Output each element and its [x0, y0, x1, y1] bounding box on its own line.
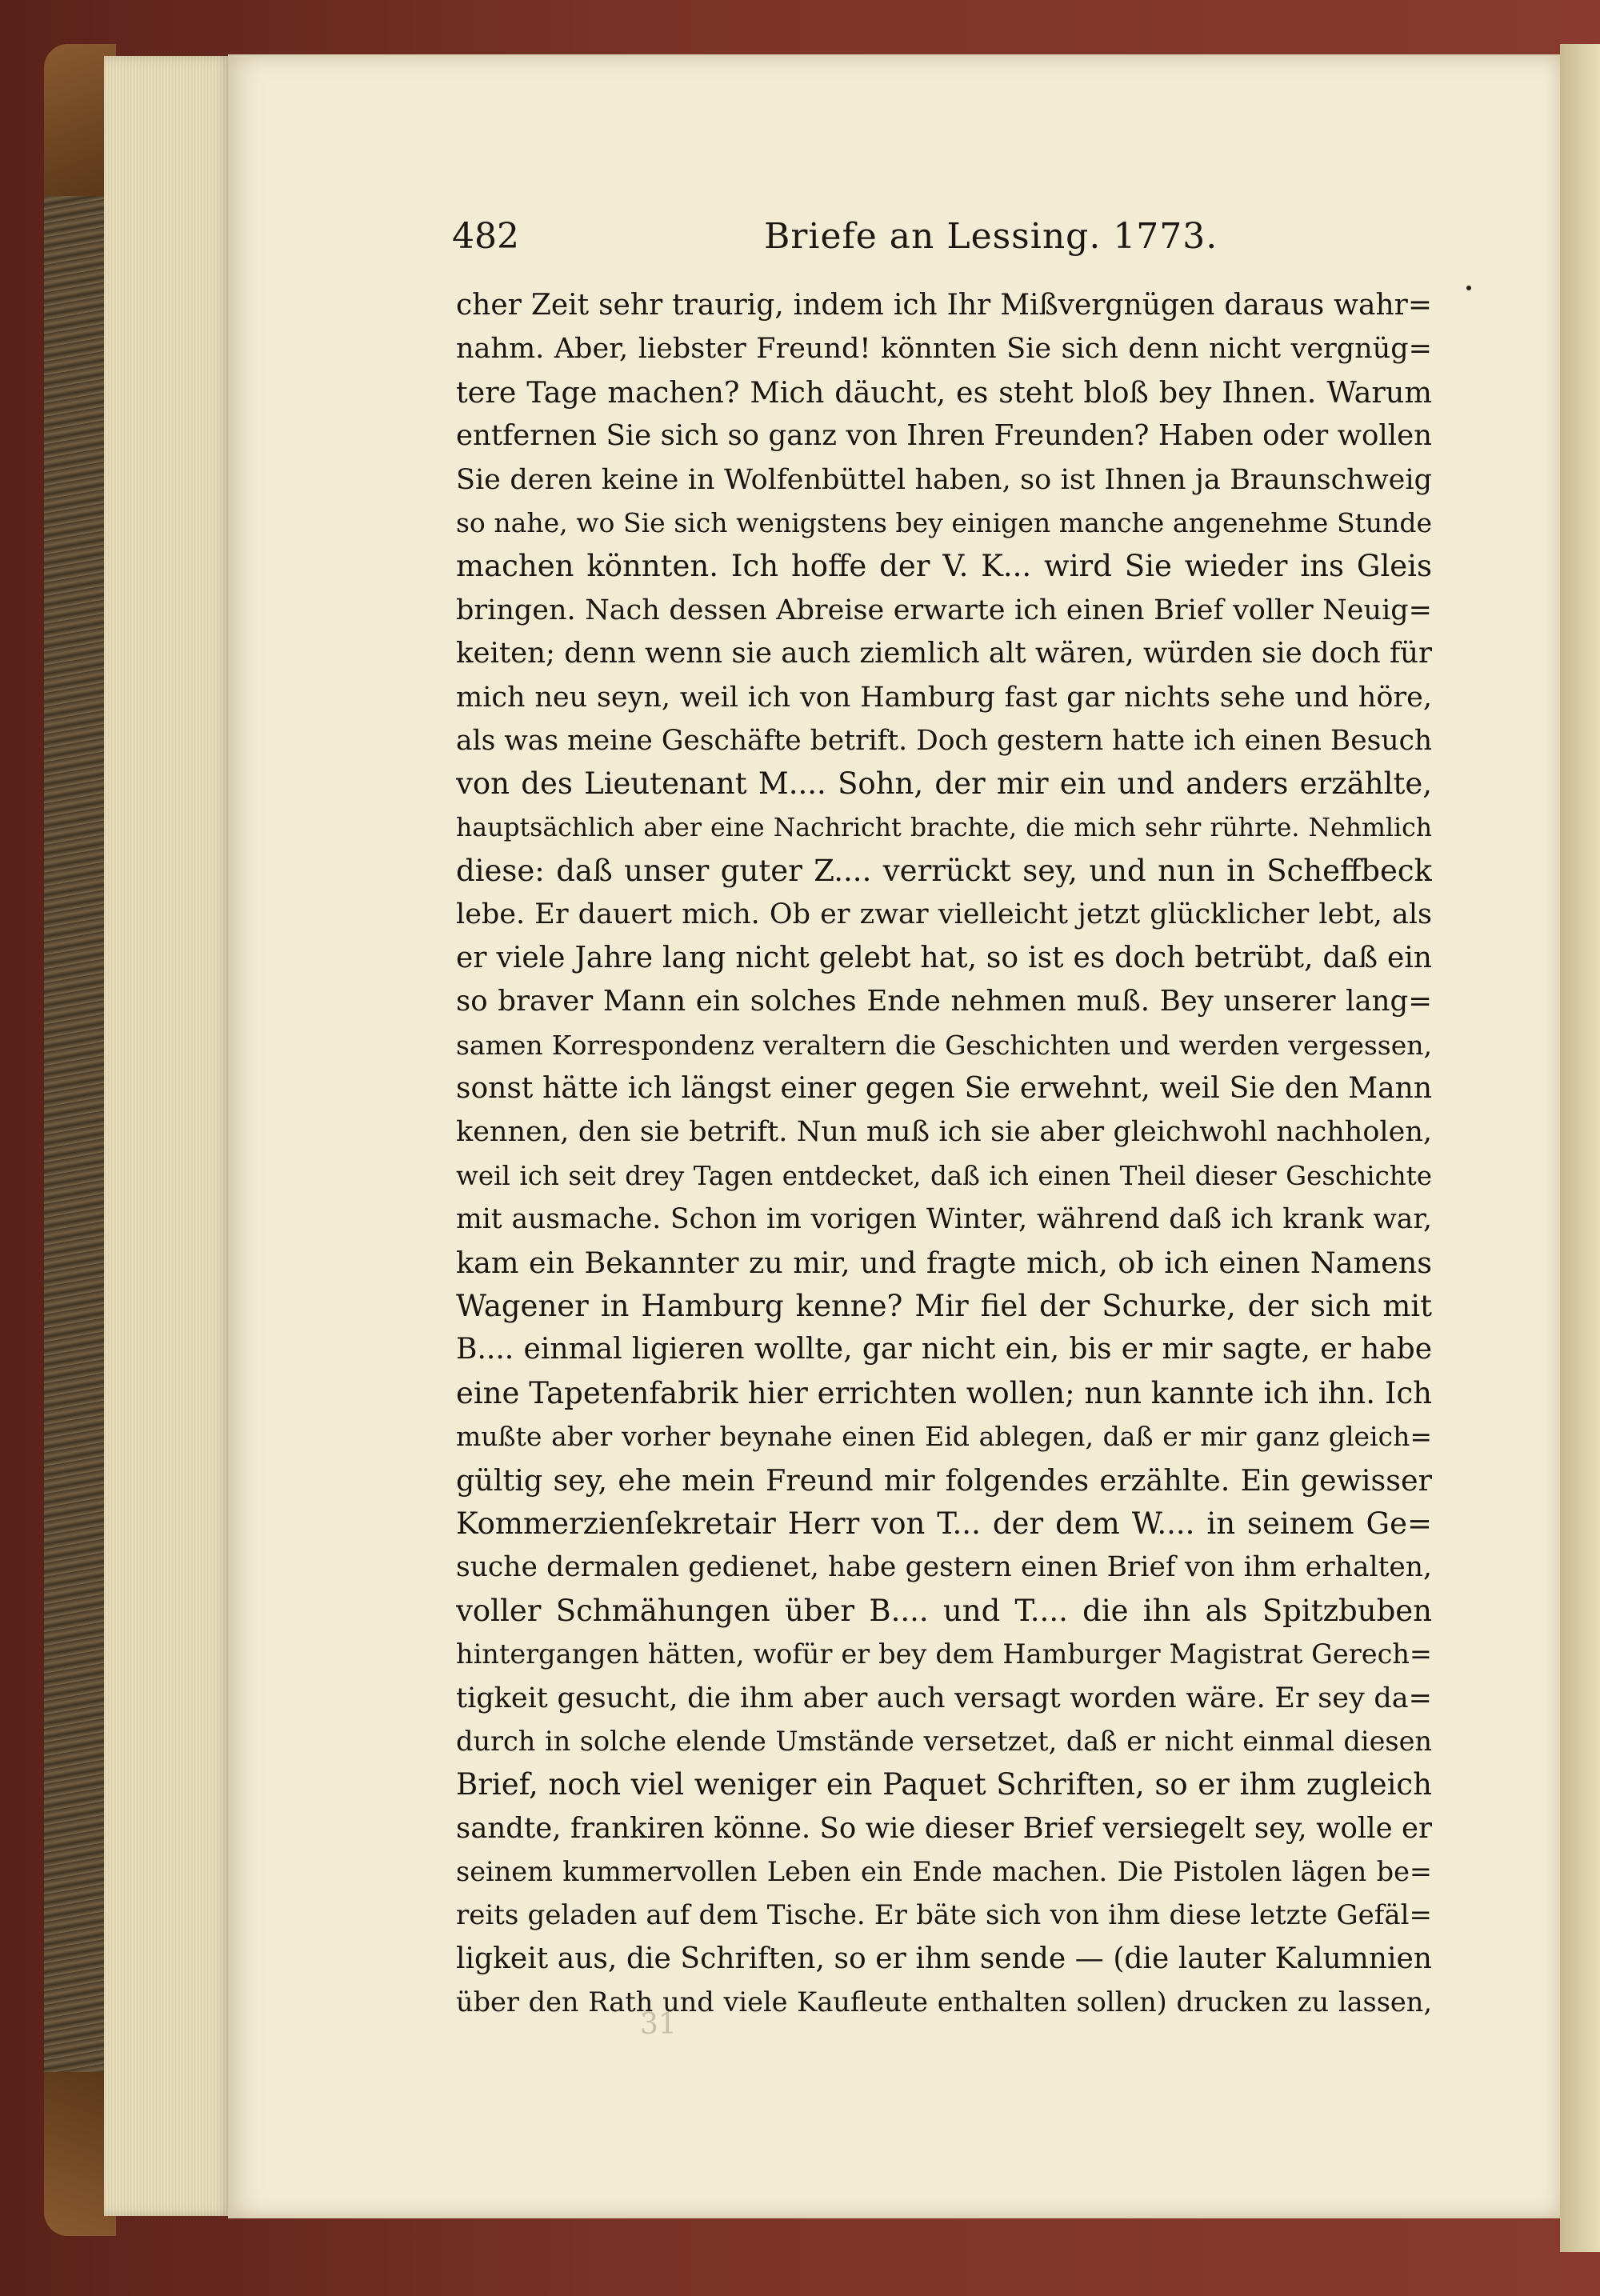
text-line: entfernen Sie sich so ganz von Ihren Freunden? Haben oder wollen: [456, 419, 1432, 453]
page-edges: [104, 56, 232, 2216]
text-line: Wagener in Hamburg kenne? Mir fiel der Schurke, der sich mit: [456, 1288, 1432, 1323]
text-line: nahm. Aber, liebster Freund! könnten Sie sich denn nicht vergnüg=: [456, 333, 1432, 366]
ink-speck: [1466, 286, 1471, 290]
text-line: mich neu seyn, weil ich von Hamburg fast gar nichts sehe und höre,: [456, 681, 1432, 714]
marbled-edge: [44, 44, 108, 2236]
text-line: gültig sey, ehe mein Freund mir folgendes erzählte. Ein gewisser: [456, 1462, 1432, 1498]
text-line: weil ich seit drey Tagen entdecket, daß ich einen Theil dieser Geschichte: [456, 1160, 1432, 1191]
text-line: so braver Mann ein solches Ende nehmen muß. Bey unserer lang=: [456, 985, 1432, 1018]
text-line: durch in solche elende Umstände versetzet, daß er nicht einmal diesen: [456, 1725, 1432, 1757]
text-line: sonst hätte ich längst einer gegen Sie erwehnt, weil Sie den Mann: [456, 1072, 1432, 1106]
text-line: von des Lieutenant M.... Sohn, der mir ein und anders erzählte,: [456, 766, 1432, 802]
text-line: samen Korrespondenz veraltern die Geschichten und werden vergessen,: [456, 1029, 1432, 1061]
text-line: reits geladen auf dem Tische. Er bäte sich von ihm diese letzte Gefäl=: [456, 1899, 1432, 1932]
body-text: [456, 284, 1432, 2025]
text-line: hintergangen hätten, wofür er bey dem Hamburger Magistrat Gerech=: [456, 1638, 1432, 1670]
text-line: tere Tage machen? Mich däucht, es steht bloß bey Ihnen. Warum: [456, 374, 1432, 410]
text-line: bringen. Nach dessen Abreise erwarte ich einen Brief voller Neuig=: [456, 594, 1432, 626]
facing-page-edge: [1560, 44, 1600, 2252]
text-line: so nahe, wo Sie sich wenigstens bey einigen manche angenehme Stunde: [456, 506, 1432, 538]
signature-mark: 31: [640, 2008, 677, 2041]
text-line: Sie deren keine in Wolfenbüttel haben, so ist Ihnen ja Braunschweig: [456, 463, 1432, 496]
text-line: mußte aber vorher beynahe einen Eid ablegen, daß er mir ganz gleich=: [456, 1421, 1432, 1453]
text-line: machen könnten. Ich hoffe der V. K... wird Sie wieder ins Gleis: [456, 549, 1432, 584]
text-line: mit ausmache. Schon im vorigen Winter, während daß ich krank war,: [456, 1203, 1432, 1236]
text-line: kennen, den sie betrift. Nun muß ich sie aber gleichwohl nachholen,: [456, 1116, 1432, 1149]
text-line: Kommerzienſekretair Herr von T... der dem W.... in seinem Ge=: [456, 1506, 1432, 1541]
page-number: 482: [452, 216, 519, 257]
text-line: tigkeit gesucht, die ihm aber auch versagt worden wäre. Er sey da=: [456, 1682, 1432, 1714]
text-line: seinem kummervollen Leben ein Ende machen. Die Pistolen lägen be=: [456, 1856, 1432, 1888]
text-line: kam ein Bekannter zu mir, und fragte mich, ob ich einen Namens: [456, 1245, 1432, 1280]
text-line: ligkeit aus, die Schriften, so er ihm sende — (die lauter Kalumnien: [456, 1942, 1432, 1975]
text-line: über den Rath und viele Kaufleute enthalten sollen) drucken zu lassen,: [456, 1986, 1432, 2018]
text-line: lebe. Er dauert mich. Ob er zwar vielleicht jetzt glücklicher lebt, als: [456, 898, 1432, 931]
text-line: Brief, noch viel weniger ein Paquet Schriften, so er ihm zugleich: [456, 1767, 1432, 1802]
text-line: er viele Jahre lang nicht gelebt hat, so ist es doch betrübt, daß ein: [456, 941, 1432, 974]
text-line: voller Schmähungen über B.... und T.... die ihn als Spitzbuben: [456, 1593, 1432, 1628]
text-line: als was meine Geschäfte betrift. Doch gestern hatte ich einen Besuch: [456, 724, 1432, 757]
text-line: diese: daß unser guter Z.... verrückt sey, und nun in Scheffbeck: [456, 854, 1432, 889]
text-line: suche dermalen gedienet, habe gestern einen Brief von ihm erhalten,: [456, 1551, 1432, 1584]
text-line: sandte, frankiren könne. So wie dieser Brief versiegelt sey, wolle er: [456, 1811, 1432, 1845]
text-line: eine Tapetenfabrik hier errichten wollen; nun kannte ich ihn. Ich: [456, 1375, 1432, 1410]
text-line: B.... einmal ligieren wollte, gar nicht ein, bis er mir sagte, er habe: [456, 1333, 1432, 1366]
running-head: [452, 216, 1436, 264]
running-title: Briefe an Lessing. 1773.: [764, 216, 1218, 257]
text-line: hauptsächlich aber eine Nachricht brachte, die mich sehr rührte. Nehmlich: [456, 813, 1432, 842]
text-line: cher Zeit sehr traurig, indem ich Ihr Mißvergnügen daraus wahr=: [456, 289, 1432, 322]
text-line: keiten; denn wenn sie auch ziemlich alt wären, würden sie doch für: [456, 637, 1432, 670]
